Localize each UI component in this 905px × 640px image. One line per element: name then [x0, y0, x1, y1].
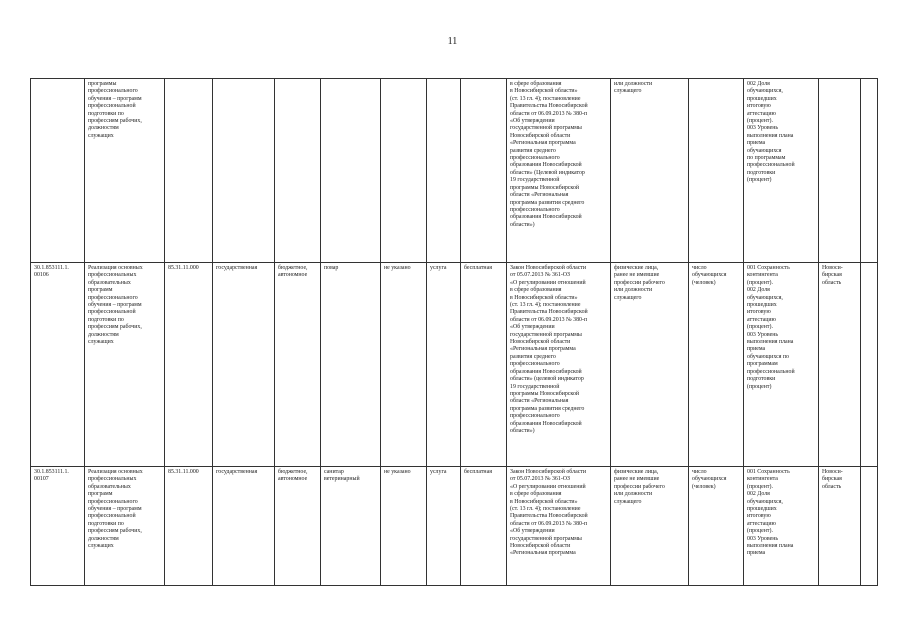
region-cell: Новоси- бирская область — [819, 467, 861, 586]
volume-indicator-cell: число обучающихся (человек) — [689, 263, 744, 467]
table-row — [31, 79, 878, 263]
region-cell: Новоси- бирская область — [819, 263, 861, 467]
registry-number-cell: 30.1.853111.1. 00106 — [31, 263, 85, 467]
service-name-cell: Реализация основных профессиональных образовательных программ профессионального обучения – программ профессиональной подготовки по профессиям рабочих, должностям служащих — [85, 263, 165, 467]
profession-cell: повар — [321, 263, 381, 467]
extra-cell — [861, 79, 878, 263]
quality-indicators-cell: 002 Доля обучающихся, прошедших итоговую аттестацию (процент). 003 Уровень выполнения плана приема обучающихся по программам профессиональной подготовки (процент) — [744, 79, 819, 263]
payment-cell — [461, 79, 507, 263]
payment-cell: бесплатная — [461, 263, 507, 467]
quality-indicators-cell: 001 Сохранность контингента (процент). 002 Доля обучающихся, прошедших итоговую аттестацию (процент). 003 Уровень выполнения плана приема обучающихся по программам профессиональной подготовки (процент) — [744, 263, 819, 467]
service-type-cell — [213, 79, 275, 263]
service-type-cell: государственная — [213, 467, 275, 586]
category-cell — [427, 79, 461, 263]
service-name-cell: программы профессионального обучения – программ профессиональной подготовки по профессиям рабочих, должностям служащих — [85, 79, 165, 263]
table-row — [31, 467, 878, 586]
consumers-cell: физические лица, ранее не имевшие профессии рабочего или должности служащего — [611, 467, 689, 586]
service-type-cell: государственная — [213, 263, 275, 467]
consumers-cell: или должности служащего — [611, 79, 689, 263]
okved-code-cell: 85.31.11.000 — [165, 263, 213, 467]
extra-cell — [861, 467, 878, 586]
quality-indicators-cell: 001 Сохранность контингента (процент). 002 Доля обучающихся, прошедших итоговую аттестацию (процент). 003 Уровень выполнения плана приема — [744, 467, 819, 586]
table-row — [31, 263, 878, 467]
volume-indicator-cell: число обучающихся (человек) — [689, 467, 744, 586]
services-register-table — [30, 78, 878, 586]
content-cell: не указано — [381, 263, 427, 467]
okved-code-cell: 85.31.11.000 — [165, 467, 213, 586]
region-cell — [819, 79, 861, 263]
category-cell: услуга — [427, 263, 461, 467]
profession-cell: санитар ветеринарный — [321, 467, 381, 586]
profession-cell — [321, 79, 381, 263]
service-name-cell: Реализация основных профессиональных образовательных программ профессионального обучения – программ профессиональной подготовки по профессиям рабочих, должностям служащих — [85, 467, 165, 586]
page-number: 11 — [447, 36, 458, 47]
okved-code-cell — [165, 79, 213, 263]
institution-type-cell: бюджетное, автономное — [275, 263, 321, 467]
content-cell — [381, 79, 427, 263]
payment-cell: бесплатная — [461, 467, 507, 586]
institution-type-cell — [275, 79, 321, 263]
category-cell: услуга — [427, 467, 461, 586]
legal-basis-cell: Закон Новосибирской области от 05.07.2013 № 361-ОЗ «О регулировании отношений в сфере образования в Новосибирской области» (ст. 13 гл. 4); постановление Правительства Новосибирской области от 06.09.2013 № 380-п «Об утверждении государственной программы Новосибирской области «Региональная программа — [507, 467, 611, 586]
legal-basis-cell: в сфере образования в Новосибирской области» (ст. 13 гл. 4); постановление Правительства Новосибирской области от 06.09.2013 № 380-п «Об утверждении государственной программы Новосибирской области «Региональная программа развития среднего профессионального образования Новосибирской области» (Целевой индикатор 19 государственной программы Новосибирской области «Региональная программа развития среднего профессионального образования Новосибирской области») — [507, 79, 611, 263]
content-cell: не указано — [381, 467, 427, 586]
consumers-cell: физические лица, ранее не имевшие профессии рабочего или должности служащего — [611, 263, 689, 467]
volume-indicator-cell — [689, 79, 744, 263]
institution-type-cell: бюджетное, автономное — [275, 467, 321, 586]
legal-basis-cell: Закон Новосибирской области от 05.07.2013 № 361-ОЗ «О регулировании отношений в сфере образования в Новосибирской области» (ст. 13 гл. 4); постановление Правительства Новосибирской области от 06.09.2013 № 380-п «Об утверждении государственной программы Новосибирской области «Региональная программа развития среднего профессионального образования Новосибирской области» (целевой индикатор 19 государственной программы Новосибирской области «Региональная программа развития среднего профессионального образования Новосибирской области») — [507, 263, 611, 467]
extra-cell — [861, 263, 878, 467]
registry-number-cell: 30.1.853111.1. 00107 — [31, 467, 85, 586]
registry-number-cell — [31, 79, 85, 263]
